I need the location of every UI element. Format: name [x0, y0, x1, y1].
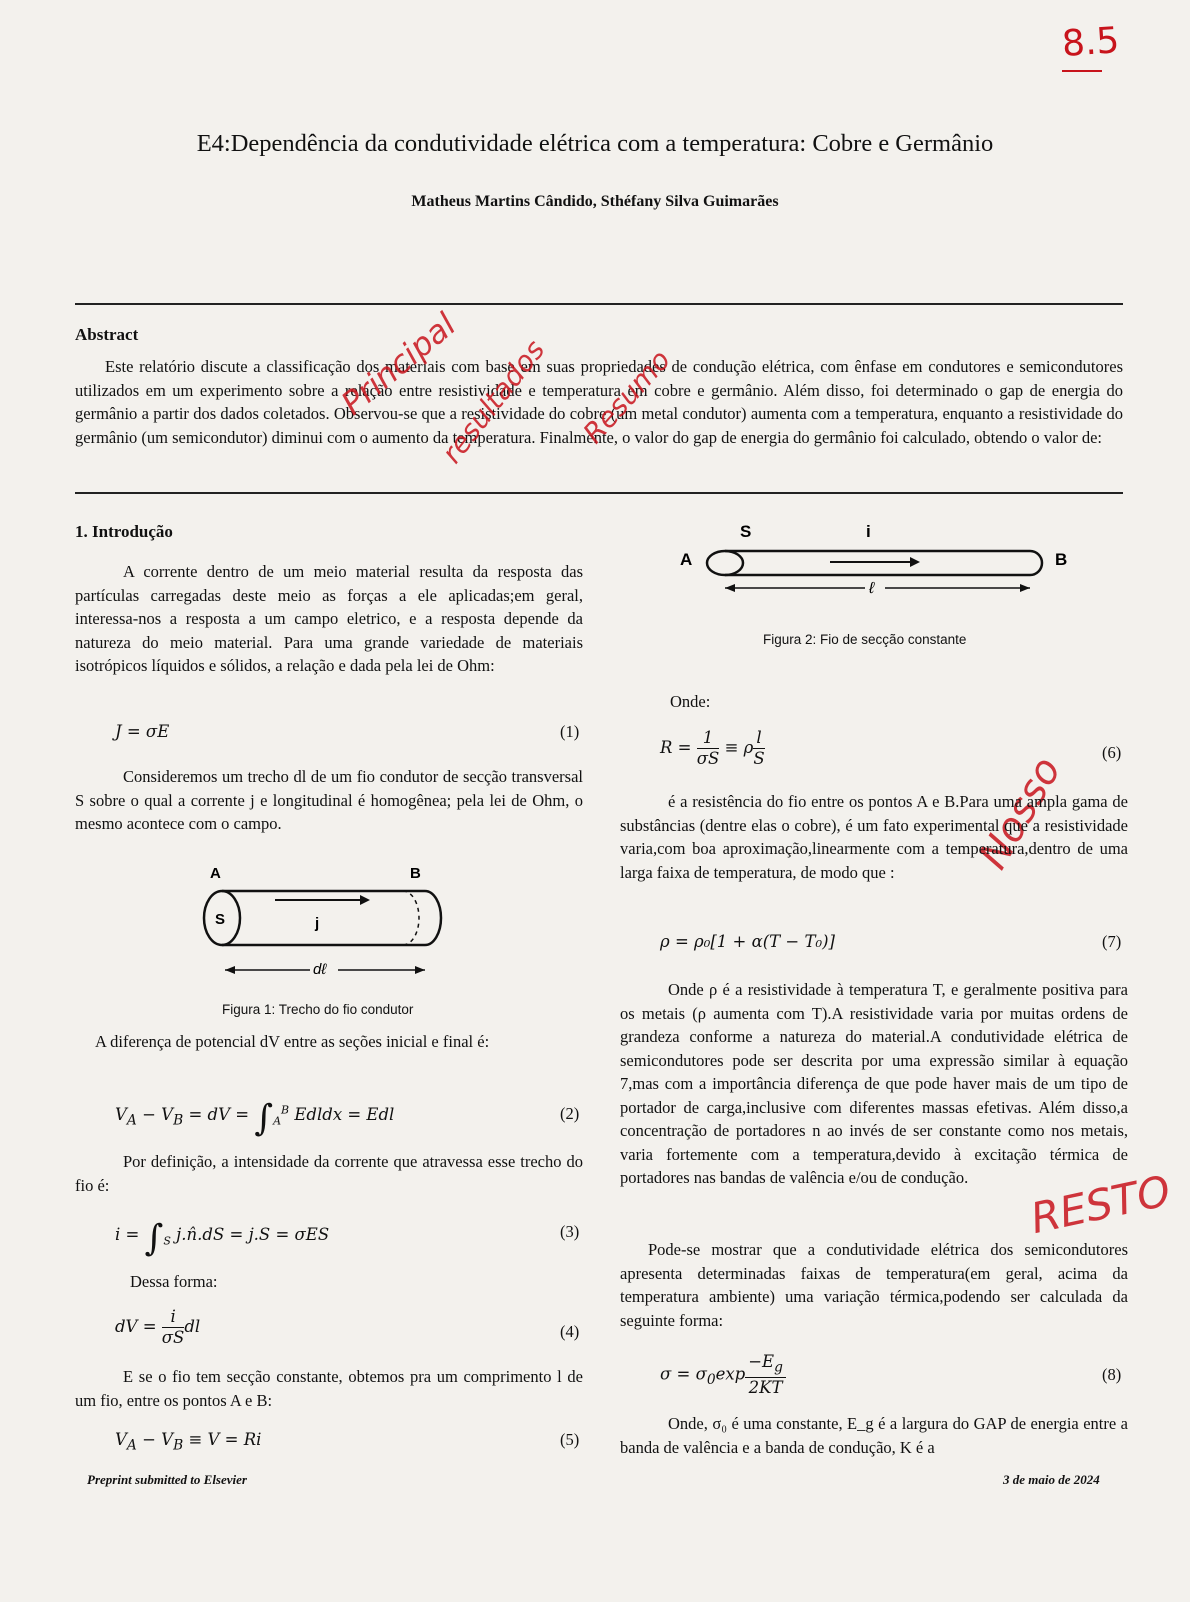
intro-paragraph-2: Consideremos um trecho dl de um fio condutor de secção transversal S sobre o qual a corrente j e longitudinal é homogênea; pela lei de Ohm, o mesmo acontece com o campo. [75, 767, 583, 833]
abstract-top-rule [75, 303, 1123, 305]
equation-1: J = σE [115, 722, 170, 741]
fig2-label-s: S [740, 522, 752, 541]
body-paragraph-resistance: é a resistência do fio entre os pontos A e B.Para uma ampla gama de substâncias (dentre elas o cobre), é um fato experimental que a resistividade varia,com boa aproximação,linearmente com a temperatura,dentro de uma larga faixa de temperatura, de modo que : [620, 792, 1128, 882]
abstract-bottom-rule [75, 492, 1123, 494]
annotation-resultados: resultados [435, 333, 552, 470]
footer-preprint: Preprint submitted to Elsevier [87, 1472, 247, 1487]
equation-4: dV = $\frac{i}{\sigma S}$ dl [115, 1307, 201, 1347]
figure-2-caption: Figura 2: Fio de secção constante [763, 632, 967, 647]
paper-title: E4:Dependência da condutividade elétrica com a temperatura: Cobre e Germânio [196, 130, 994, 157]
body-paragraph-semiconductors: Pode-se mostrar que a condutividade elétrica dos semicondutores apresenta determinadas faixas de temperatura(em geral, acima da temperatura ambiente) uma variação térmica,podendo ser calculada da seguinte forma: [620, 1240, 1128, 1330]
equation-7: ρ = ρ₀[1 + α(T − T₀)] [660, 932, 835, 951]
annotation-principal: Principal [333, 305, 464, 423]
equation-7-number: (7) [1102, 932, 1122, 951]
figure-1-conductor [200, 860, 460, 980]
figure-1-caption: Figura 1: Trecho do fio condutor [222, 1002, 414, 1017]
fig1-label-dl: dℓ [313, 961, 327, 978]
equation-3-number: (3) [560, 1222, 580, 1241]
equation-8-number: (8) [1102, 1365, 1122, 1384]
equation-1-number: (1) [560, 722, 580, 741]
equation-5-number: (5) [560, 1430, 580, 1449]
fig2-label-i: i [866, 522, 871, 541]
intro-paragraph-3: A diferença de potencial dV entre as seções inicial e final é: [95, 1032, 490, 1051]
grade-underline [1062, 70, 1102, 72]
abstract-heading: Abstract [75, 325, 139, 344]
intro-paragraph-6: E se o fio tem secção constante, obtemos pra um comprimento l de um fio, entre os pontos A e B: [75, 1367, 583, 1410]
equation-8: $\sigma = \sigma_0\exp$ $\frac{-E_g}{2KT}$ [660, 1352, 786, 1398]
paper-authors: Matheus Martins Cândido, Sthéfany Silva Guimarães [411, 193, 779, 210]
equation-5: $V_A - V_B \equiv V = Ri$ [115, 1430, 262, 1454]
equation-2-number: (2) [560, 1104, 580, 1123]
section-heading-intro: 1. Introdução [75, 522, 173, 541]
annotation-resumo: Resumo [576, 343, 677, 450]
handwritten-grade: 8.5 [1060, 20, 1121, 65]
intro-paragraph-5: Dessa forma: [130, 1272, 218, 1291]
fig1-label-j: j [315, 915, 320, 932]
fig1-label-s: S [215, 911, 226, 928]
equation-4-number: (4) [560, 1322, 580, 1341]
equation-3: $i = \int_S$ j.n̂.dS = j.S = σES [115, 1218, 330, 1259]
figure-2-wire [670, 520, 1090, 600]
body-paragraph-constants: Onde, σ₀ é uma constante, E_g é a largura do GAP de energia entre a banda de valência e a banda de condução, K é a [620, 1414, 1128, 1457]
fig1-label-b: B [410, 865, 421, 882]
equation-6-number: (6) [1102, 743, 1122, 762]
intro-paragraph-4: Por definição, a intensidade da corrente que atravessa esse trecho do fio é: [75, 1152, 583, 1195]
fig2-label-b: B [1055, 550, 1068, 569]
annotation-nosso: Nosso [970, 749, 1071, 877]
fig2-label-a: A [680, 550, 693, 569]
footer-date: 3 de maio de 2024 [1003, 1472, 1100, 1487]
fig2-label-l: ℓ [869, 580, 875, 597]
body-paragraph-resistivity: Onde ρ é a resistividade à temperatura T, e geralmente positiva para os metais (ρ aumenta com T).A resistividade varia por muitas ordens de grandeza conforme a natureza do material.A condutividade elétrica de semicondutores pode ser descrita por uma expressão similar à equação 7,mas com a importância diferença de que pode haver mais de um tipo de portador de carga,inclusive com diferentes massas efetivas. Além disso,a concentração de portadores n ao invés de ser constante como nos metais, varia fortemente com a temperatura,devido à excitação térmica de portadores nas bandas de valência e/ou de condução. [620, 980, 1128, 1187]
fig1-label-a: A [210, 865, 221, 882]
equation-6: R = $\frac{1}{\sigma S}$ ≡ ρ $\frac{l}{S}$ [660, 728, 765, 768]
equation-2: $V_A - V_B$ = dV = $\int_A^B$ Edldx = Edl [115, 1098, 395, 1139]
abstract-text: Este relatório discute a classificação dos materiais com base em suas propriedades de condução elétrica, com ênfase em condutores e semicondutores utilizados em um experimento sobre a relação entre resistividade e temperatura em cobre e germânio. Além disso, foi determinado o gap de energia do germânio a partir dos dados coletados. Observou-se que a resistividade do cobre (um metal condutor) aumenta com a temperatura, enquanto a resistividade do germânio (um semicondutor) diminui com o aumento da temperatura. Finalmente, o valor do gap de energia do germânio foi calculado, obtendo o valor de: [75, 357, 1123, 447]
intro-paragraph-1: A corrente dentro de um meio material resulta da resposta das partículas carregadas deste meio as forças a ele aplicadas;em geral, interessa-nos a resposta a um campo eletrico, e a resposta depende da natureza do meio material. Para uma grande variedade de materiais isotrópicos líquidos e sólidos, a relação e dada pela lei de Ohm: [75, 562, 583, 675]
onde-label: Onde: [670, 692, 711, 711]
annotation-resto: RESTO [1026, 1165, 1175, 1244]
